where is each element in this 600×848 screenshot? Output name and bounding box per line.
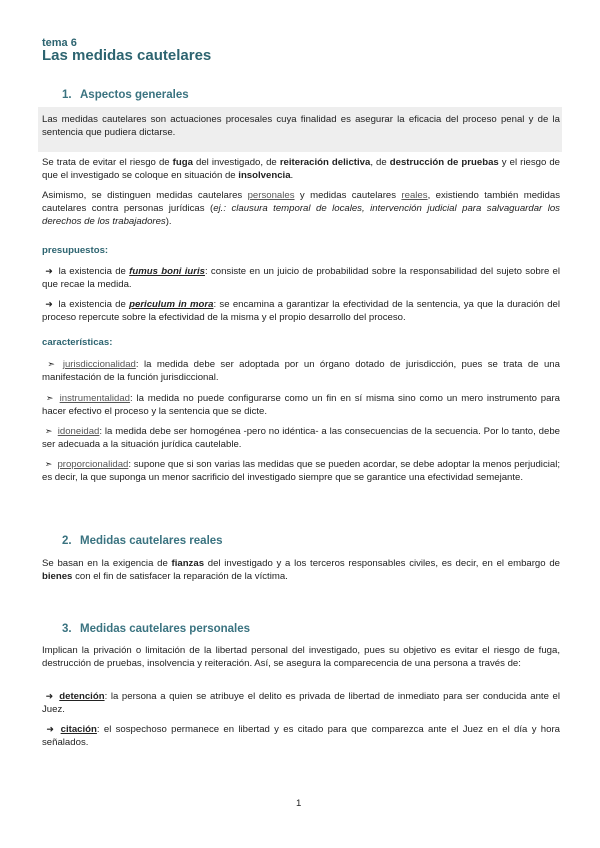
- arrow-icon: ➜: [46, 724, 54, 734]
- section-heading-1: [62, 89, 189, 101]
- paragraph-reales: Se basan en la exigencia de fianzas del investigado y a los terceros responsables civiles, es decir, en el embargo de bienes con el fin de satisfacer la reparación de la víctima.: [42, 558, 560, 582]
- arrow-icon: ➜: [45, 266, 53, 276]
- section-number: 3.: [62, 623, 72, 635]
- caracteristica-item: ➣ instrumentalidad: la medida no puede configurarse como un fin en sí misma sino como un mero instrumento para hacer efectivo el proceso y la sentencia que se dicte.: [42, 393, 560, 417]
- triangle-arrow-icon: ➣: [44, 459, 53, 469]
- caracteristicas-label: características:: [42, 337, 113, 348]
- triangle-arrow-icon: ➣: [47, 359, 55, 369]
- intro-paragraph: Las medidas cautelares son actuaciones procesales cuya finalidad es asegurar la eficacia del proceso penal y de la sentencia que pudiera dictarse.: [42, 114, 560, 138]
- section-title: Aspectos generales: [80, 89, 189, 101]
- arrow-icon: ➜: [45, 691, 54, 701]
- paragraph-risks: Se trata de evitar el riesgo de fuga del investigado, de reiteración delictiva, de destrucción de pruebas y el riesgo de que el investigado se coloque en situación de insolvencia.: [42, 157, 561, 181]
- presupuestos-label: presupuestos:: [42, 245, 109, 256]
- section-title: Medidas cautelares personales: [80, 623, 251, 635]
- section-title: Medidas cautelares reales: [80, 535, 223, 547]
- paragraph-personales: Implican la privación o limitación de la libertad personal del investigado, pues su objetivo es evitar el riesgo de fuga, destrucción de pruebas, insolvencia y reiteración. Así, se asegura la comparecencia de una persona a través de:: [42, 645, 560, 669]
- paragraph-types: Asimismo, se distinguen medidas cautelares personales y medidas cautelares reales, existiendo también medidas cautelares contra personas jurídicas (ej.: clausura temporal de locales, intervención judicial para salvaguardar los derechos de los trabajadores).: [42, 190, 560, 227]
- topic-label: tema 6: [42, 37, 77, 49]
- triangle-arrow-icon: ➣: [44, 426, 53, 436]
- section-heading-3: [62, 623, 250, 635]
- personal-measure-item: ➜ citación: el sospechoso permanece en libertad y es citado para que comparezca ante el Juez en el día y hora señalados.: [42, 724, 561, 748]
- presupuesto-item: ➜ la existencia de fumus boni iuris: consiste en un juicio de probabilidad sobre la responsabilidad del sujeto sobre el que recae la medida.: [42, 266, 561, 290]
- triangle-arrow-icon: ➣: [45, 393, 54, 403]
- section-heading-2: [62, 535, 223, 547]
- section-number: 1.: [62, 89, 72, 101]
- personal-measure-item: ➜ detención: la persona a quien se atribuye el delito es privada de libertad de inmediato para ser conducida ante el Juez.: [42, 691, 560, 715]
- section-number: 2.: [62, 535, 72, 547]
- arrow-icon: ➜: [45, 299, 53, 309]
- caracteristica-item: ➣ idoneidad: la medida debe ser homogénea -pero no idéntica- a las consecuencias de la secuencia. Por lo tanto, debe ser adecuada a la situación jurídica cautelable.: [42, 426, 561, 450]
- caracteristica-item: ➣ proporcionalidad: supone que si son varias las medidas que se pueden acordar, se debe adoptar la menos perjudicial; es decir, la que suponga un menor sacrificio del investigado siempre que se garantice una efectividad semejante.: [42, 459, 561, 483]
- caracteristica-item: ➣ jurisdiccionalidad: la medida debe ser adoptada por un órgano dotado de jurisdicción, pues se trata de una manifestación de la función jurisdiccional.: [42, 359, 560, 383]
- page-title: Las medidas cautelares: [42, 47, 212, 64]
- page-number: 1: [296, 798, 302, 809]
- presupuesto-item: ➜ la existencia de periculum in mora: se encamina a garantizar la efectividad de la sentencia, ya que la duración del proceso repercute sobre la efectividad de la misma y el propio desarrollo del proceso.: [42, 299, 560, 323]
